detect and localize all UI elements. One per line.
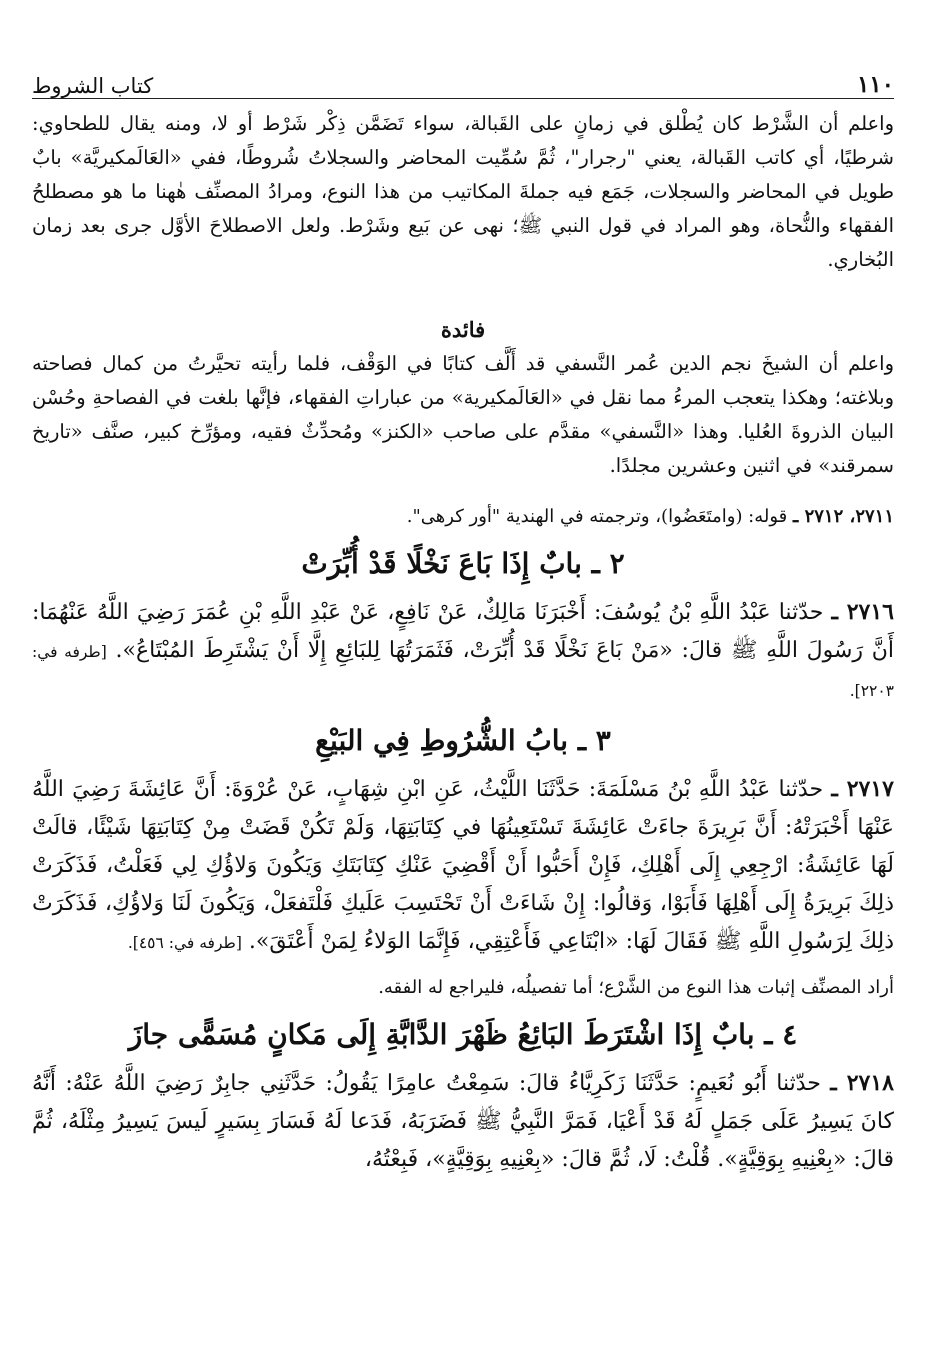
note-2717: أراد المصنِّف إثبات هذا النوع من الشَّرْع؛ أما تفصيلُه، فليراجع له الفقه. [378, 977, 894, 998]
faida-heading: فائدة [440, 317, 486, 342]
hadith-2716-text: حدّثنا عَبْدُ اللَّهِ بْنُ يُوسُفَ: أَخْبَرَنَا مَالِكٌ، عَنْ نَافِعٍ، عَنْ عَبْدِ اللَّهِ بْنِ عُمَرَ رَضِيَ اللَّهُ عَنْهُمَا: أَنَّ رَسُولَ اللَّهِ ﷺ قالَ: «مَنْ بَاعَ نَخْلًا قَدْ أُبِّرَتْ، فَثَمَرَتُهَا لِلبَائِعِ إِلَّا أَنْ يَشْتَرِطَ المُبْتَاعُ». [32, 600, 894, 663]
hadith-2717 [32, 770, 894, 962]
page-number: ١١٠ [856, 71, 894, 98]
hadith-2717-ref: [طرفه في: ٤٥٦]. [127, 934, 242, 952]
chapter-heading-2: ٢ ـ بابٌ إِذَا بَاعَ نَخْلًا قَدْ أُبِّرَتْ [301, 547, 625, 580]
intro-paragraph: واعلم أن الشَّرْط كان يُطْلق في زمانٍ على القَبالة، سواء تَضَمَّن ذِكْر شَرْط أو لا، ومنه يقال للطحاوي: شرطيًا، أي كاتب القَبالة، يعني "رجرار"، ثُمَّ سُمِّيت المحاضر والسجلاتُ شُروطًا، ففي «العَالَمكيريَّة» بابٌ طويل في المحاضر والسجلات، جَمَع فيه جملةَ المكاتيب من هذا النوع، ومرادُ المصنِّف هٰهنا ما هو مصطلحُ الفقهاء والنُّحاة، وهو المراد في قول النبي ﷺ؛ نهى عن بَيع وشَرْط. ولعل الاصطلاحَ الأوَّل جرى بعد زمان البُخاري. [32, 112, 894, 271]
hadith-2718-text: حدّثنا أَبُو نُعَيمٍ: حَدَّثَنَا زَكَرِيَّاءُ قالَ: سَمِعْتُ عامِرًا يَقُولُ: حَدَّثَنِي جابِرٌ رَضِيَ اللَّهُ عَنْهُ: أَنَّهُ كانَ يَسِيرُ عَلَى جَمَلٍ لَهُ قَدْ أَعْيَا، فَمَرَّ النَّبِيُّ ﷺ فَضَرَبَهُ، فَدَعا لَهُ فَسَارَ بِسَيرٍ لَيسَ يَسِيرُ مِثْلَهُ، ثُمَّ قالَ: «بِعْنِيهِ بِوَقِيَّةٍ». قُلْتُ: لَا، ثُمَّ قالَ: «بِعْنِيهِ بِوَقِيَّةٍ»، فَبِعْتُهُ، [32, 1071, 894, 1172]
hadith-2717-text: حدّثنا عَبْدُ اللَّهِ بْنُ مَسْلَمَةَ: حَدَّثَنَا اللَّيْثُ، عَنِ ابْنِ شِهَابٍ، عَنْ عُرْوَةَ: أَنَّ عَائِشَةَ رَضِيَ اللَّهُ عَنْهَا أَخْبَرَتْهُ: أَنَّ بَرِيرَةَ جاءَتْ عَائِشَةَ تَسْتَعِينُهَا في كِتَابَتِهَا، وَلَمْ تَكُنْ قَضَتْ مِنْ كِتَابَتِهَا شَيْئًا، قالَتْ لَهَا عَائِشَةُ: ارْجِعِي إِلَى أَهْلِكِ، فَإِنْ أَحَبُّوا أَنْ أَقْضِيَ عَنْكِ كِتَابَتَكِ وَيَكُونَ وَلاؤُكِ لِي فَعَلْتُ، فَذَكَرَتْ ذلِكَ بَرِيرَةُ إِلَى أَهْلِهَا فَأَبَوْا، وَقالُوا: إِنْ شَاءَتْ أَنْ تَحْتَسِبَ عَلَيكِ فَلْتَفعَلْ، وَيَكُونَ لَنَا وَلاؤُكِ، فَذَكَرَتْ ذلِكَ لِرَسُولِ اللَّهِ ﷺ فَقَالَ لَهَا: «ابْتَاعِي فَأَعْتِقِي، فَإِنَّمَا الوَلاءُ لِمَنْ أَعْتَقَ». [32, 777, 894, 954]
note-2711-number: ٢٧١١، ٢٧١٢ ـ [793, 506, 894, 527]
hadith-2717-number: ٢٧١٧ ـ [831, 776, 894, 802]
note-2711-text: قوله: (وامتَعَضُوا)، وترجمته في الهندية "أور كرهى". [406, 506, 788, 527]
hadith-2716-ref: [طرفه في: ٢٢٠٣]. [32, 643, 894, 700]
chapter-heading-3: ٣ ـ بابُ الشُّرُوطِ فِي البَيْعِ [315, 724, 611, 757]
hadith-2718 [32, 1064, 894, 1179]
note-2711 [32, 501, 894, 533]
hadith-2716 [32, 593, 894, 710]
faida-paragraph: واعلم أن الشيخَ نجم الدين عُمر النَّسفي قد أَلَّف كتابًا في الوَقْف، فلما رأيته تحيَّرتُ من كمال فصاحته وبلاغته؛ وهكذا يتعجب المرءُ مما نقل في «العَالَمكيرية» من عباراتِ الفقهاء، فإنَّها بلغت في الفصاحةِ وحُسْن البيان الذروةَ العُليا. وهذا «النَّسفي» مقدَّم على صاحب «الكنز» ومُحدِّثٌ فقيه، ومؤرِّخ كبير، صنَّف «تاريخ سمرقند» في اثنين وعشرين مجلدًا. [32, 352, 894, 477]
chapter-heading-4: ٤ ـ بابٌ إِذَا اشْتَرَطَ البَائِعُ ظَهْرَ الدَّابَّةِ إِلَى مَكانٍ مُسَمًّى جازَ [128, 1018, 798, 1051]
hadith-2716-number: ٢٧١٦ ـ [831, 599, 894, 625]
hadith-2718-number: ٢٧١٨ ـ [830, 1070, 894, 1096]
running-title: كتاب الشروط [32, 74, 154, 98]
page-header [32, 58, 894, 99]
